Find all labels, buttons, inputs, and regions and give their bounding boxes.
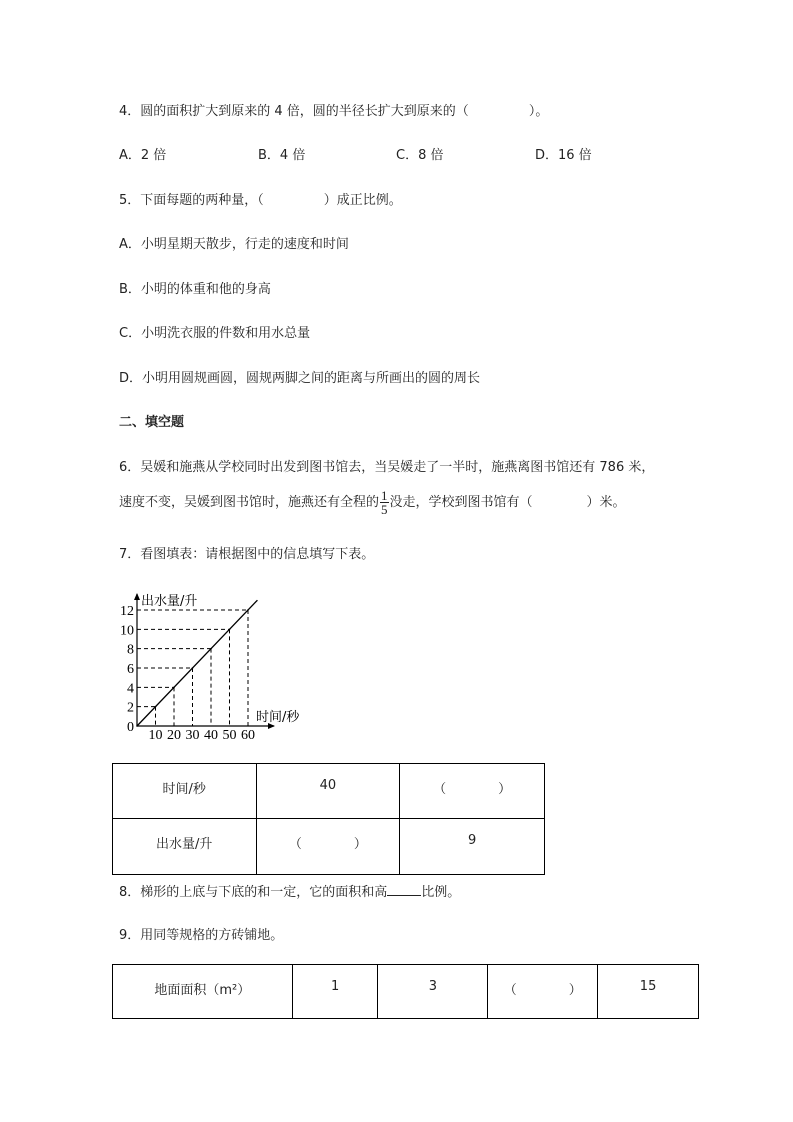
q5-stem-text: 5．下面每题的两种量，（ [119, 193, 264, 208]
table-row [113, 819, 545, 875]
x-tick-label: 20 [167, 728, 181, 743]
data-point [229, 629, 231, 631]
question-9-stem: 9．用同等规格的方砖铺地。 [119, 928, 284, 943]
table-cell: 3 [378, 965, 488, 1019]
fraction-numerator: 1 [381, 488, 388, 503]
x-tick-label: 10 [148, 728, 163, 743]
q4-option-a[interactable]: A．2 倍 [119, 148, 167, 163]
x-tick-label: 60 [241, 728, 255, 743]
q4-stem-end: ）。 [528, 104, 549, 119]
data-point [210, 648, 212, 650]
data-point [192, 667, 194, 669]
data-point [136, 725, 138, 727]
row-header: 出水量/升 [113, 819, 257, 875]
q8-text-a: 8．梯形的上底与下底的和一定，它的面积和高 [119, 885, 388, 900]
q6-line-1: 6．吴媛和施燕从学校同时出发到图书馆去，当吴媛走了一半时，施燕离图书馆还有 786 米， [119, 460, 655, 475]
x-tick-label: 30 [185, 728, 200, 743]
answer-cell[interactable]: （ ） [400, 764, 545, 819]
table-row [113, 764, 545, 819]
data-point [155, 706, 157, 708]
q8-text-b: 比例。 [421, 885, 461, 900]
table-row [113, 965, 699, 1019]
q4-option-c[interactable]: C．8 倍 [396, 148, 444, 163]
y-tick-label: 12 [120, 604, 134, 619]
y-tick-label: 8 [127, 642, 134, 658]
table-cell: 1 [292, 965, 378, 1019]
y-tick-label: 6 [127, 662, 134, 677]
q8-answer-blank[interactable] [387, 883, 421, 896]
y-tick-label: 2 [127, 700, 134, 716]
q5-option-c[interactable]: C．小明洗衣服的件数和用水总量 [119, 326, 311, 341]
question-7-stem: 7．看图填表：请根据图中的信息填写下表。 [119, 547, 375, 562]
q4-option-d[interactable]: D．16 倍 [535, 148, 592, 163]
x-tick-label: 40 [204, 728, 218, 743]
y-tick-label: 10 [120, 623, 134, 639]
y-tick-label: 4 [127, 681, 134, 697]
answer-cell[interactable]: （ ） [256, 819, 400, 875]
q4-option-b[interactable]: B．4 倍 [258, 148, 306, 163]
q6-text-a: 速度不变，吴媛到图书馆时，施燕还有全程的 [119, 495, 380, 510]
table-cell: 15 [598, 965, 699, 1019]
q6-text-b: 没走，学校到图书馆有（ [389, 495, 533, 510]
q5-option-a[interactable]: A．小明星期天散步，行走的速度和时间 [119, 237, 349, 252]
table-cell: 9 [400, 819, 545, 875]
q5-option-b[interactable]: B．小明的体重和他的身高 [119, 282, 271, 297]
q6-text-c: ）米。 [586, 495, 626, 510]
question-8-stem [119, 883, 460, 901]
y-axis-label: 出水量/升 [141, 594, 198, 609]
q9-table [112, 964, 699, 1019]
section-title: 二、填空题 [119, 415, 185, 430]
origin-label: 0 [127, 720, 134, 735]
data-point [173, 687, 175, 689]
row-header: 地面面积（m²） [113, 965, 293, 1019]
table-cell: 40 [256, 764, 400, 819]
answer-cell[interactable]: （ ） [488, 965, 598, 1019]
row-header: 时间/秒 [113, 764, 257, 819]
q4-stem-text: 4．圆的面积扩大到原来的 4 倍，圆的半径长扩大到原来的（ [119, 104, 469, 119]
q5-option-d[interactable]: D．小明用圆规画圆，圆规两脚之间的距离与所画出的圆的周长 [119, 371, 481, 386]
fraction-denominator: 5 [381, 502, 388, 517]
x-tick-label: 50 [222, 728, 237, 743]
q7-table [112, 763, 545, 875]
x-axis-label: 时间/秒 [256, 710, 300, 725]
data-point [247, 609, 249, 611]
q5-stem-end: ）成正比例。 [323, 193, 402, 208]
